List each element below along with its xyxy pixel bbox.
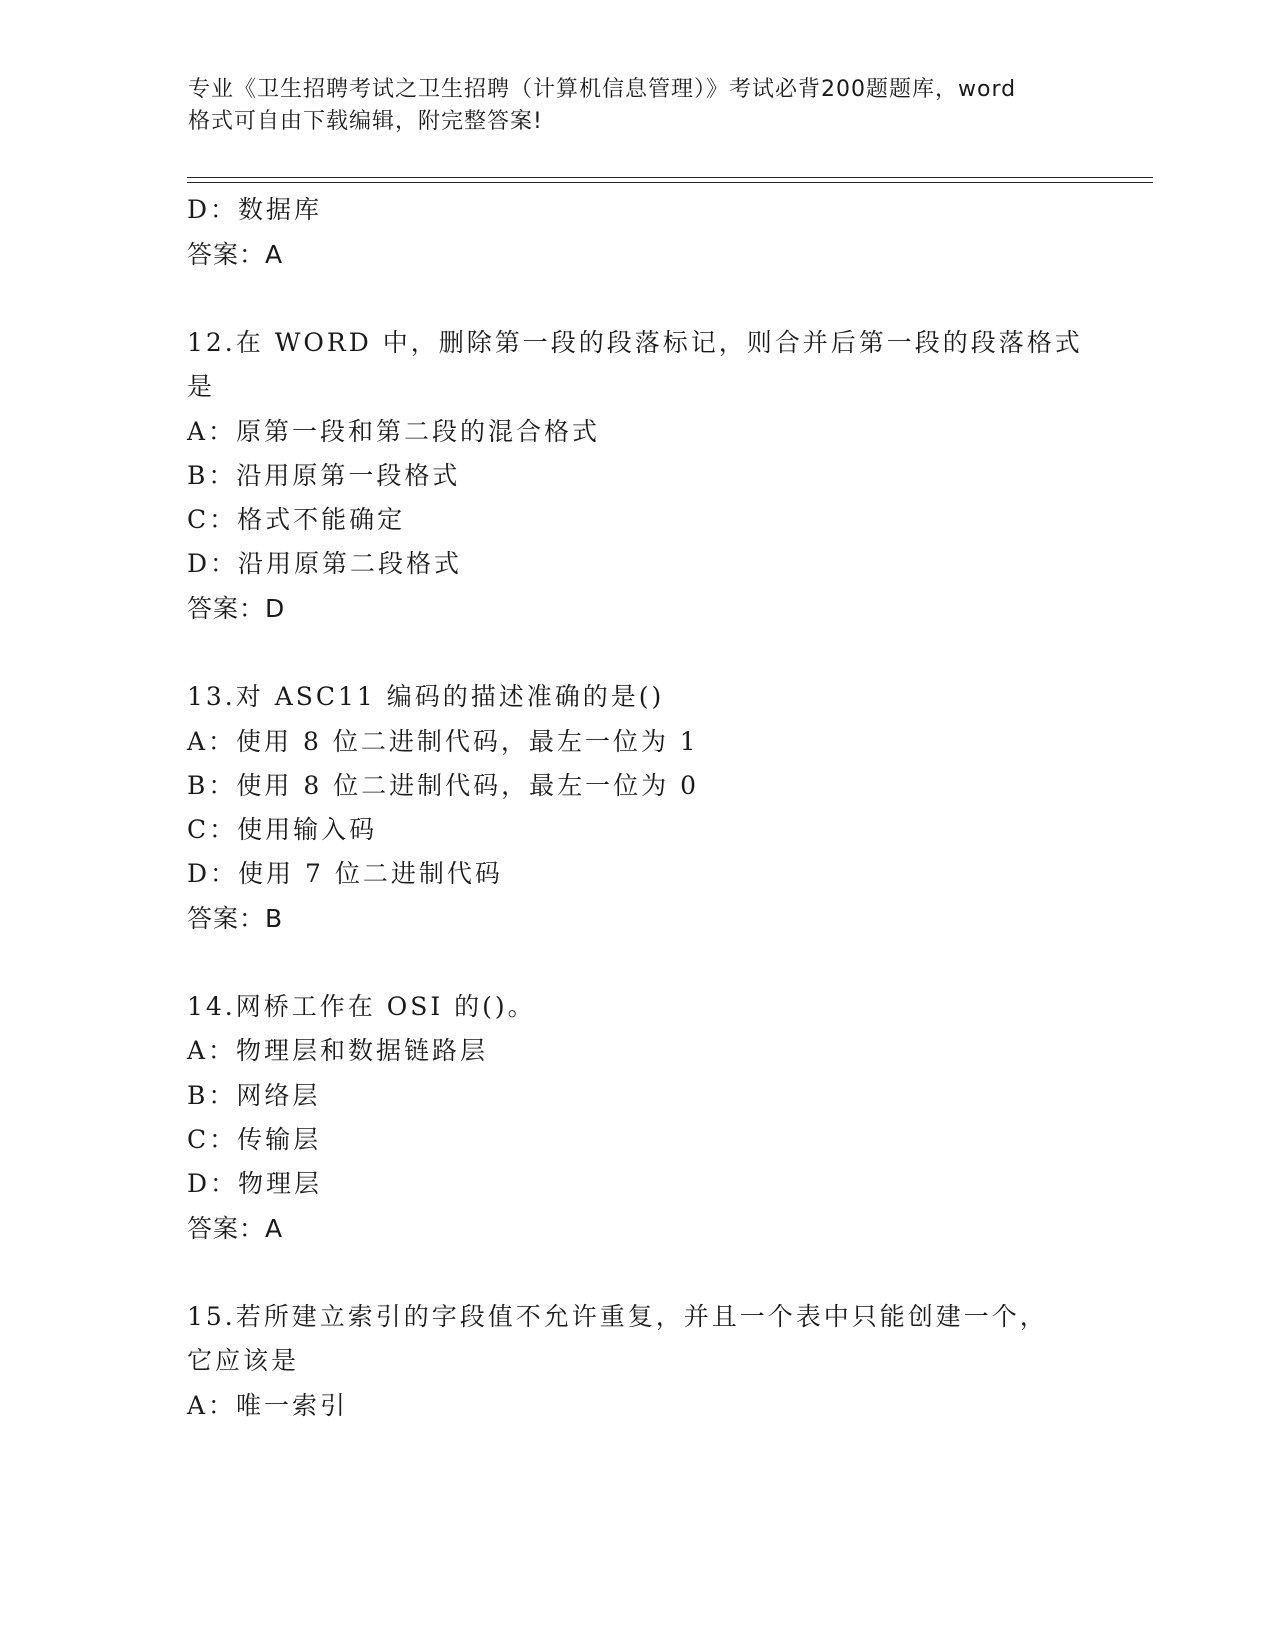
document-header (188, 74, 1088, 138)
q14-option-c: C：传输层 (187, 1125, 322, 1154)
q14-option-a: A：物理层和数据链路层 (187, 1036, 489, 1065)
header-line-1: 专业《卫生招聘考试之卫生招聘（计算机信息管理）》考试必背200题题库，word (188, 77, 1017, 102)
q13-stem-line-1: 13.对 ASC11 编码的描述准确的是() (187, 682, 665, 711)
q12-stem-line-1: 12.在 WORD 中，删除第一段的段落标记，则合并后第一段的段落格式 (187, 328, 1083, 357)
q12-stem-line-2: 是 (187, 372, 216, 401)
q13-option-b: B：使用 8 位二进制代码，最左一位为 0 (187, 771, 700, 800)
q12-answer: 答案：D (187, 594, 286, 623)
q14-option-b: B：网络层 (187, 1081, 321, 1110)
q15-stem-line-1: 15.若所建立索引的字段值不允许重复，并且一个表中只能创建一个， (187, 1302, 1048, 1331)
q11-answer: 答案：A (187, 240, 284, 269)
q14-stem-line-1: 14.网桥工作在 OSI 的()。 (187, 992, 536, 1021)
q13-answer: 答案：B (187, 904, 284, 933)
q15-option-a: A：唯一索引 (187, 1391, 349, 1420)
q14-option-d: D：物理层 (187, 1169, 323, 1198)
q13-option-c: C：使用输入码 (187, 815, 378, 844)
q14-answer: 答案：A (187, 1214, 284, 1243)
q12-option-c: C：格式不能确定 (187, 505, 406, 534)
q13-option-d: D：使用 7 位二进制代码 (187, 859, 503, 888)
q12-option-b: B：沿用原第一段格式 (187, 461, 461, 490)
q12-option-d: D：沿用原第二段格式 (187, 549, 463, 578)
header-divider-top (187, 177, 1153, 178)
q15-stem-line-2: 它应该是 (187, 1346, 300, 1375)
q11-option-d: D：数据库 (187, 195, 323, 224)
header-line-2: 格式可自由下载编辑，附完整答案! (188, 109, 543, 134)
header-divider-bottom (187, 182, 1153, 183)
q12-option-a: A：原第一段和第二段的混合格式 (187, 417, 601, 446)
q13-option-a: A：使用 8 位二进制代码，最左一位为 1 (187, 727, 699, 756)
